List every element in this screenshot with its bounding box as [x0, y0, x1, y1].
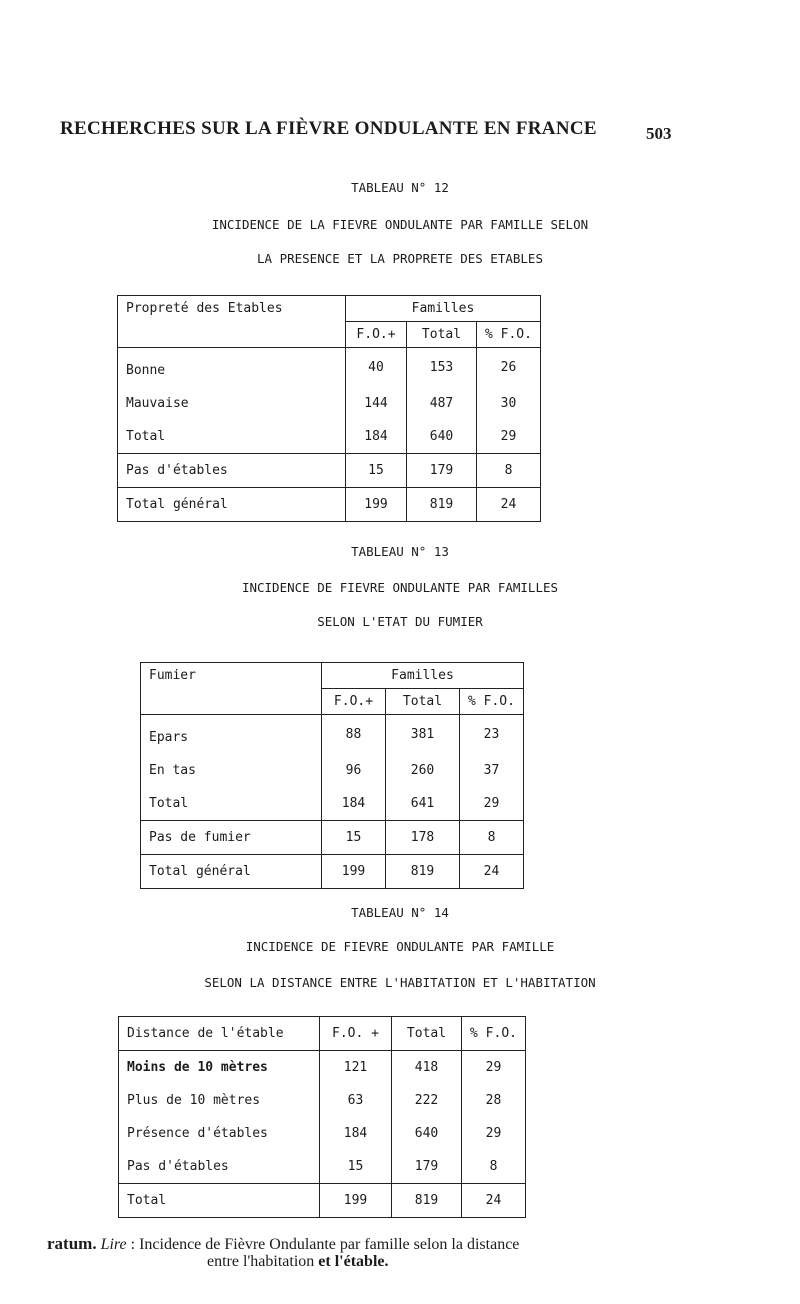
table-row: Total 184 640 29 — [118, 420, 541, 454]
table14-col-fo: F.O. + — [320, 1017, 392, 1051]
table12-row-header: Propreté des Etables — [118, 296, 346, 322]
table14-col-total: Total — [392, 1017, 462, 1051]
table12-label: TABLEAU N° 12 — [351, 180, 449, 195]
table-row: Moins de 10 mètres 121 418 29 — [119, 1051, 526, 1085]
table13-col-total: Total — [386, 689, 460, 715]
table-row: Bonne 40 153 26 — [118, 348, 541, 388]
table13-col-pct: % F.O. — [460, 689, 524, 715]
table-row: Plus de 10 mètres 63 222 28 — [119, 1084, 526, 1117]
table12-col-fo: F.O.+ — [346, 322, 407, 348]
table14-label: TABLEAU N° 14 — [351, 905, 449, 920]
erratum-lire: Lire — [100, 1236, 127, 1253]
erratum-line1 — [47, 1234, 519, 1254]
table13-title-line2: SELON L'ETAT DU FUMIER — [317, 614, 483, 629]
table-row: Mauvaise 144 487 30 — [118, 387, 541, 420]
table-row: Epars 88 381 23 — [141, 715, 524, 755]
table13-title-line1: INCIDENCE DE FIEVRE ONDULANTE PAR FAMILLES — [241, 580, 559, 595]
table12 — [117, 295, 541, 522]
table14 — [118, 1016, 526, 1218]
page-number: 503 — [646, 124, 672, 143]
table13-group-header: Familles — [322, 663, 524, 689]
table12-title-line2: LA PRESENCE ET LA PROPRETE DES ETABLES — [257, 251, 543, 266]
table13-col-fo: F.O.+ — [322, 689, 386, 715]
table-row: Total 199 819 24 — [119, 1184, 526, 1218]
table-row: En tas 96 260 37 — [141, 754, 524, 787]
table13-row-header: Fumier — [141, 663, 322, 689]
running-header: RECHERCHES SUR LA FIÈVRE ONDULANTE EN FRANCE — [60, 118, 597, 139]
table-row: Pas d'étables 15 179 8 — [118, 454, 541, 488]
erratum-text-line2b: et l'étable. — [318, 1253, 389, 1270]
table13-label: TABLEAU N° 13 — [351, 544, 449, 559]
table12-title-line1: INCIDENCE DE LA FIEVRE ONDULANTE PAR FAMILLE SELON — [211, 217, 589, 232]
table14-title-line1: INCIDENCE DE FIEVRE ONDULANTE PAR FAMILLE — [245, 939, 555, 954]
table12-col-pct: % F.O. — [477, 322, 541, 348]
table-row: Présence d'étables 184 640 29 — [119, 1117, 526, 1150]
table14-row-header: Distance de l'étable — [119, 1017, 320, 1051]
table14-col-pct: % F.O. — [462, 1017, 526, 1051]
erratum-text-line1: : Incidence de Fièvre Ondulante par famille selon la distance — [130, 1236, 520, 1253]
erratum-word: ratum. — [47, 1234, 97, 1253]
table12-col-total: Total — [407, 322, 477, 348]
table-row: Pas d'étables 15 179 8 — [119, 1150, 526, 1184]
table-row: Total 184 641 29 — [141, 787, 524, 821]
table13 — [140, 662, 524, 889]
table14-title-line2: SELON LA DISTANCE ENTRE L'HABITATION ET L'HABITATION — [204, 975, 596, 990]
table-row: Pas de fumier 15 178 8 — [141, 821, 524, 855]
table-row: Total général 199 819 24 — [141, 855, 524, 889]
erratum-line2 — [207, 1253, 389, 1271]
table-row: Total général 199 819 24 — [118, 488, 541, 522]
table12-group-header: Familles — [346, 296, 541, 322]
erratum-text-line2a: entre l'habitation — [207, 1253, 315, 1270]
